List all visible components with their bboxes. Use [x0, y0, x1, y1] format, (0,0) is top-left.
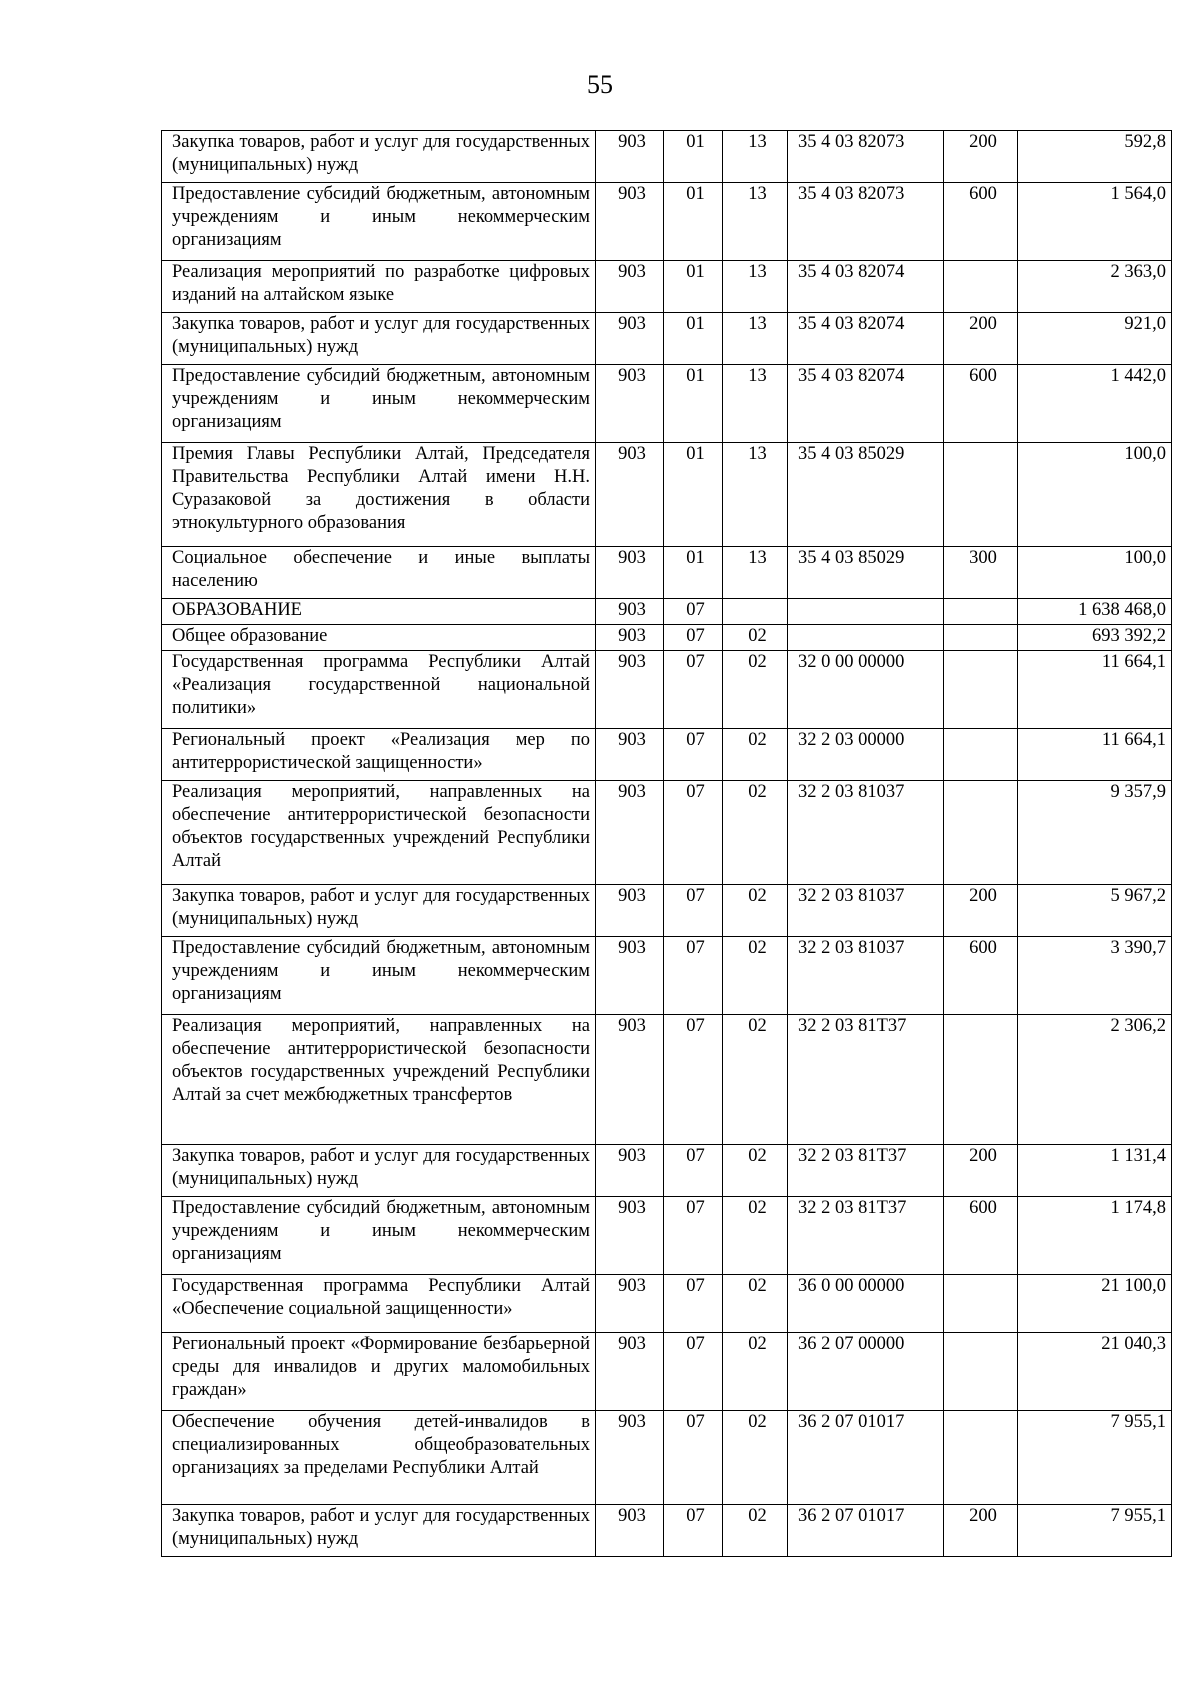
grbs-code-cell: 903 — [596, 885, 664, 937]
grbs-code-cell: 903 — [596, 781, 664, 885]
expense-type-cell — [944, 1333, 1018, 1411]
expense-type-cell: 600 — [944, 1197, 1018, 1275]
subsection-code-cell: 13 — [723, 183, 788, 261]
expense-type-cell — [944, 261, 1018, 313]
table-row — [162, 261, 1172, 313]
amount-cell: 693 392,2 — [1018, 625, 1172, 651]
table-row — [162, 651, 1172, 729]
table-row — [162, 313, 1172, 365]
subsection-code-cell: 02 — [723, 1411, 788, 1505]
subsection-code-cell: 02 — [723, 1197, 788, 1275]
table-row — [162, 1275, 1172, 1333]
amount-cell: 2 363,0 — [1018, 261, 1172, 313]
amount-cell: 1 131,4 — [1018, 1145, 1172, 1197]
expense-type-cell — [944, 625, 1018, 651]
subsection-code-cell: 13 — [723, 313, 788, 365]
section-code-cell: 07 — [664, 651, 723, 729]
section-code-cell: 01 — [664, 365, 723, 443]
table-row — [162, 885, 1172, 937]
section-code-cell: 07 — [664, 729, 723, 781]
amount-cell: 592,8 — [1018, 131, 1172, 183]
row-name-cell: Предоставление субсидий бюджетным, автономным учреждениям и иным некоммерческим организациям — [162, 937, 596, 1015]
row-name-cell: Реализация мероприятий, направленных на обеспечение антитеррористической безопасности объектов государственных учреждений Республики Алтай — [162, 781, 596, 885]
expense-type-cell — [944, 1015, 1018, 1145]
subsection-code-cell: 02 — [723, 1275, 788, 1333]
grbs-code-cell: 903 — [596, 599, 664, 625]
amount-cell: 21 040,3 — [1018, 1333, 1172, 1411]
target-article-cell: 35 4 03 82073 — [788, 131, 944, 183]
target-article-cell: 36 2 07 01017 — [788, 1411, 944, 1505]
grbs-code-cell: 903 — [596, 729, 664, 781]
amount-cell: 11 664,1 — [1018, 729, 1172, 781]
row-name-cell: Закупка товаров, работ и услуг для государственных (муниципальных) нужд — [162, 1145, 596, 1197]
section-code-cell: 07 — [664, 1505, 723, 1557]
target-article-cell — [788, 625, 944, 651]
target-article-cell: 35 4 03 85029 — [788, 547, 944, 599]
subsection-code-cell: 13 — [723, 365, 788, 443]
amount-cell: 921,0 — [1018, 313, 1172, 365]
row-name-cell: Государственная программа Республики Алтай «Реализация государственной национальной политики» — [162, 651, 596, 729]
section-code-cell: 07 — [664, 625, 723, 651]
target-article-cell: 32 0 00 00000 — [788, 651, 944, 729]
subsection-code-cell: 13 — [723, 261, 788, 313]
table-row — [162, 937, 1172, 1015]
section-code-cell: 07 — [664, 937, 723, 1015]
grbs-code-cell: 903 — [596, 313, 664, 365]
row-name-cell: Закупка товаров, работ и услуг для государственных (муниципальных) нужд — [162, 885, 596, 937]
expense-type-cell: 200 — [944, 131, 1018, 183]
grbs-code-cell: 903 — [596, 1145, 664, 1197]
grbs-code-cell: 903 — [596, 261, 664, 313]
table-row — [162, 1197, 1172, 1275]
row-name-cell: ОБРАЗОВАНИЕ — [162, 599, 596, 625]
expense-type-cell: 200 — [944, 1505, 1018, 1557]
grbs-code-cell: 903 — [596, 131, 664, 183]
target-article-cell: 32 2 03 81037 — [788, 937, 944, 1015]
table-row — [162, 183, 1172, 261]
table-row — [162, 1505, 1172, 1557]
budget-table-body — [162, 131, 1172, 1557]
table-row — [162, 547, 1172, 599]
table-row — [162, 131, 1172, 183]
grbs-code-cell: 903 — [596, 1411, 664, 1505]
target-article-cell: 32 2 03 81Т37 — [788, 1145, 944, 1197]
grbs-code-cell: 903 — [596, 651, 664, 729]
section-code-cell: 07 — [664, 1333, 723, 1411]
amount-cell: 1 442,0 — [1018, 365, 1172, 443]
row-name-cell: Региональный проект «Формирование безбарьерной среды для инвалидов и других маломобильных граждан» — [162, 1333, 596, 1411]
table-row — [162, 1333, 1172, 1411]
amount-cell: 100,0 — [1018, 547, 1172, 599]
section-code-cell: 07 — [664, 1197, 723, 1275]
amount-cell: 7 955,1 — [1018, 1411, 1172, 1505]
row-name-cell: Государственная программа Республики Алтай «Обеспечение социальной защищенности» — [162, 1275, 596, 1333]
subsection-code-cell: 02 — [723, 1333, 788, 1411]
table-row — [162, 365, 1172, 443]
expense-type-cell: 200 — [944, 885, 1018, 937]
subsection-code-cell: 02 — [723, 781, 788, 885]
grbs-code-cell: 903 — [596, 1333, 664, 1411]
amount-cell: 2 306,2 — [1018, 1015, 1172, 1145]
target-article-cell: 35 4 03 82074 — [788, 313, 944, 365]
amount-cell: 100,0 — [1018, 443, 1172, 547]
subsection-code-cell: 13 — [723, 443, 788, 547]
row-name-cell: Закупка товаров, работ и услуг для государственных (муниципальных) нужд — [162, 131, 596, 183]
expense-type-cell — [944, 599, 1018, 625]
expense-type-cell — [944, 1411, 1018, 1505]
subsection-code-cell: 02 — [723, 1505, 788, 1557]
amount-cell: 1 174,8 — [1018, 1197, 1172, 1275]
row-name-cell: Предоставление субсидий бюджетным, автономным учреждениям и иным некоммерческим организациям — [162, 365, 596, 443]
target-article-cell: 32 2 03 81037 — [788, 781, 944, 885]
target-article-cell: 35 4 03 82073 — [788, 183, 944, 261]
table-row — [162, 625, 1172, 651]
grbs-code-cell: 903 — [596, 1197, 664, 1275]
section-code-cell: 07 — [664, 1015, 723, 1145]
section-code-cell: 01 — [664, 547, 723, 599]
expense-type-cell — [944, 781, 1018, 885]
table-row — [162, 1411, 1172, 1505]
target-article-cell: 36 0 00 00000 — [788, 1275, 944, 1333]
section-code-cell: 01 — [664, 183, 723, 261]
table-row — [162, 599, 1172, 625]
subsection-code-cell: 13 — [723, 547, 788, 599]
target-article-cell: 36 2 07 01017 — [788, 1505, 944, 1557]
table-row — [162, 443, 1172, 547]
target-article-cell — [788, 599, 944, 625]
expense-type-cell: 300 — [944, 547, 1018, 599]
expense-type-cell: 600 — [944, 183, 1018, 261]
subsection-code-cell: 02 — [723, 937, 788, 1015]
grbs-code-cell: 903 — [596, 183, 664, 261]
row-name-cell: Обеспечение обучения детей-инвалидов в специализированных общеобразовательных организациях за пределами Республики Алтай — [162, 1411, 596, 1505]
row-name-cell: Предоставление субсидий бюджетным, автономным учреждениям и иным некоммерческим организациям — [162, 1197, 596, 1275]
expense-type-cell: 600 — [944, 937, 1018, 1015]
table-row — [162, 729, 1172, 781]
subsection-code-cell: 02 — [723, 729, 788, 781]
expense-type-cell: 200 — [944, 1145, 1018, 1197]
expense-type-cell — [944, 651, 1018, 729]
grbs-code-cell: 903 — [596, 625, 664, 651]
target-article-cell: 32 2 03 81Т37 — [788, 1015, 944, 1145]
expense-type-cell — [944, 1275, 1018, 1333]
grbs-code-cell: 903 — [596, 1275, 664, 1333]
amount-cell: 1 564,0 — [1018, 183, 1172, 261]
amount-cell: 21 100,0 — [1018, 1275, 1172, 1333]
section-code-cell: 07 — [664, 781, 723, 885]
target-article-cell: 35 4 03 82074 — [788, 365, 944, 443]
subsection-code-cell: 02 — [723, 651, 788, 729]
section-code-cell: 07 — [664, 1411, 723, 1505]
expense-type-cell — [944, 729, 1018, 781]
target-article-cell: 35 4 03 82074 — [788, 261, 944, 313]
row-name-cell: Премия Главы Республики Алтай, Председателя Правительства Республики Алтай имени Н.Н. Суразаковой за достижения в области этнокультурного образования — [162, 443, 596, 547]
grbs-code-cell: 903 — [596, 937, 664, 1015]
amount-cell: 3 390,7 — [1018, 937, 1172, 1015]
subsection-code-cell: 02 — [723, 1145, 788, 1197]
grbs-code-cell: 903 — [596, 443, 664, 547]
budget-table — [161, 130, 1172, 1557]
row-name-cell: Региональный проект «Реализация мер по антитеррористической защищенности» — [162, 729, 596, 781]
grbs-code-cell: 903 — [596, 1505, 664, 1557]
amount-cell: 7 955,1 — [1018, 1505, 1172, 1557]
amount-cell: 9 357,9 — [1018, 781, 1172, 885]
target-article-cell: 36 2 07 00000 — [788, 1333, 944, 1411]
row-name-cell: Закупка товаров, работ и услуг для государственных (муниципальных) нужд — [162, 313, 596, 365]
table-row — [162, 781, 1172, 885]
row-name-cell: Реализация мероприятий по разработке цифровых изданий на алтайском языке — [162, 261, 596, 313]
subsection-code-cell — [723, 599, 788, 625]
row-name-cell: Реализация мероприятий, направленных на обеспечение антитеррористической безопасности объектов государственных учреждений Республики Алтай за счет межбюджетных трансфертов — [162, 1015, 596, 1145]
subsection-code-cell: 02 — [723, 625, 788, 651]
table-row — [162, 1145, 1172, 1197]
subsection-code-cell: 02 — [723, 1015, 788, 1145]
grbs-code-cell: 903 — [596, 1015, 664, 1145]
target-article-cell: 32 2 03 81Т37 — [788, 1197, 944, 1275]
section-code-cell: 07 — [664, 599, 723, 625]
row-name-cell: Социальное обеспечение и иные выплаты населению — [162, 547, 596, 599]
section-code-cell: 01 — [664, 131, 723, 183]
table-row — [162, 1015, 1172, 1145]
expense-type-cell — [944, 443, 1018, 547]
grbs-code-cell: 903 — [596, 547, 664, 599]
target-article-cell: 32 2 03 00000 — [788, 729, 944, 781]
section-code-cell: 07 — [664, 1145, 723, 1197]
row-name-cell: Общее образование — [162, 625, 596, 651]
row-name-cell: Закупка товаров, работ и услуг для государственных (муниципальных) нужд — [162, 1505, 596, 1557]
grbs-code-cell: 903 — [596, 365, 664, 443]
amount-cell: 11 664,1 — [1018, 651, 1172, 729]
section-code-cell: 01 — [664, 443, 723, 547]
expense-type-cell: 200 — [944, 313, 1018, 365]
target-article-cell: 35 4 03 85029 — [788, 443, 944, 547]
amount-cell: 1 638 468,0 — [1018, 599, 1172, 625]
expense-type-cell: 600 — [944, 365, 1018, 443]
row-name-cell: Предоставление субсидий бюджетным, автономным учреждениям и иным некоммерческим организациям — [162, 183, 596, 261]
subsection-code-cell: 13 — [723, 131, 788, 183]
section-code-cell: 07 — [664, 1275, 723, 1333]
page-number: 55 — [587, 70, 613, 99]
section-code-cell: 07 — [664, 885, 723, 937]
section-code-cell: 01 — [664, 261, 723, 313]
section-code-cell: 01 — [664, 313, 723, 365]
amount-cell: 5 967,2 — [1018, 885, 1172, 937]
subsection-code-cell: 02 — [723, 885, 788, 937]
target-article-cell: 32 2 03 81037 — [788, 885, 944, 937]
